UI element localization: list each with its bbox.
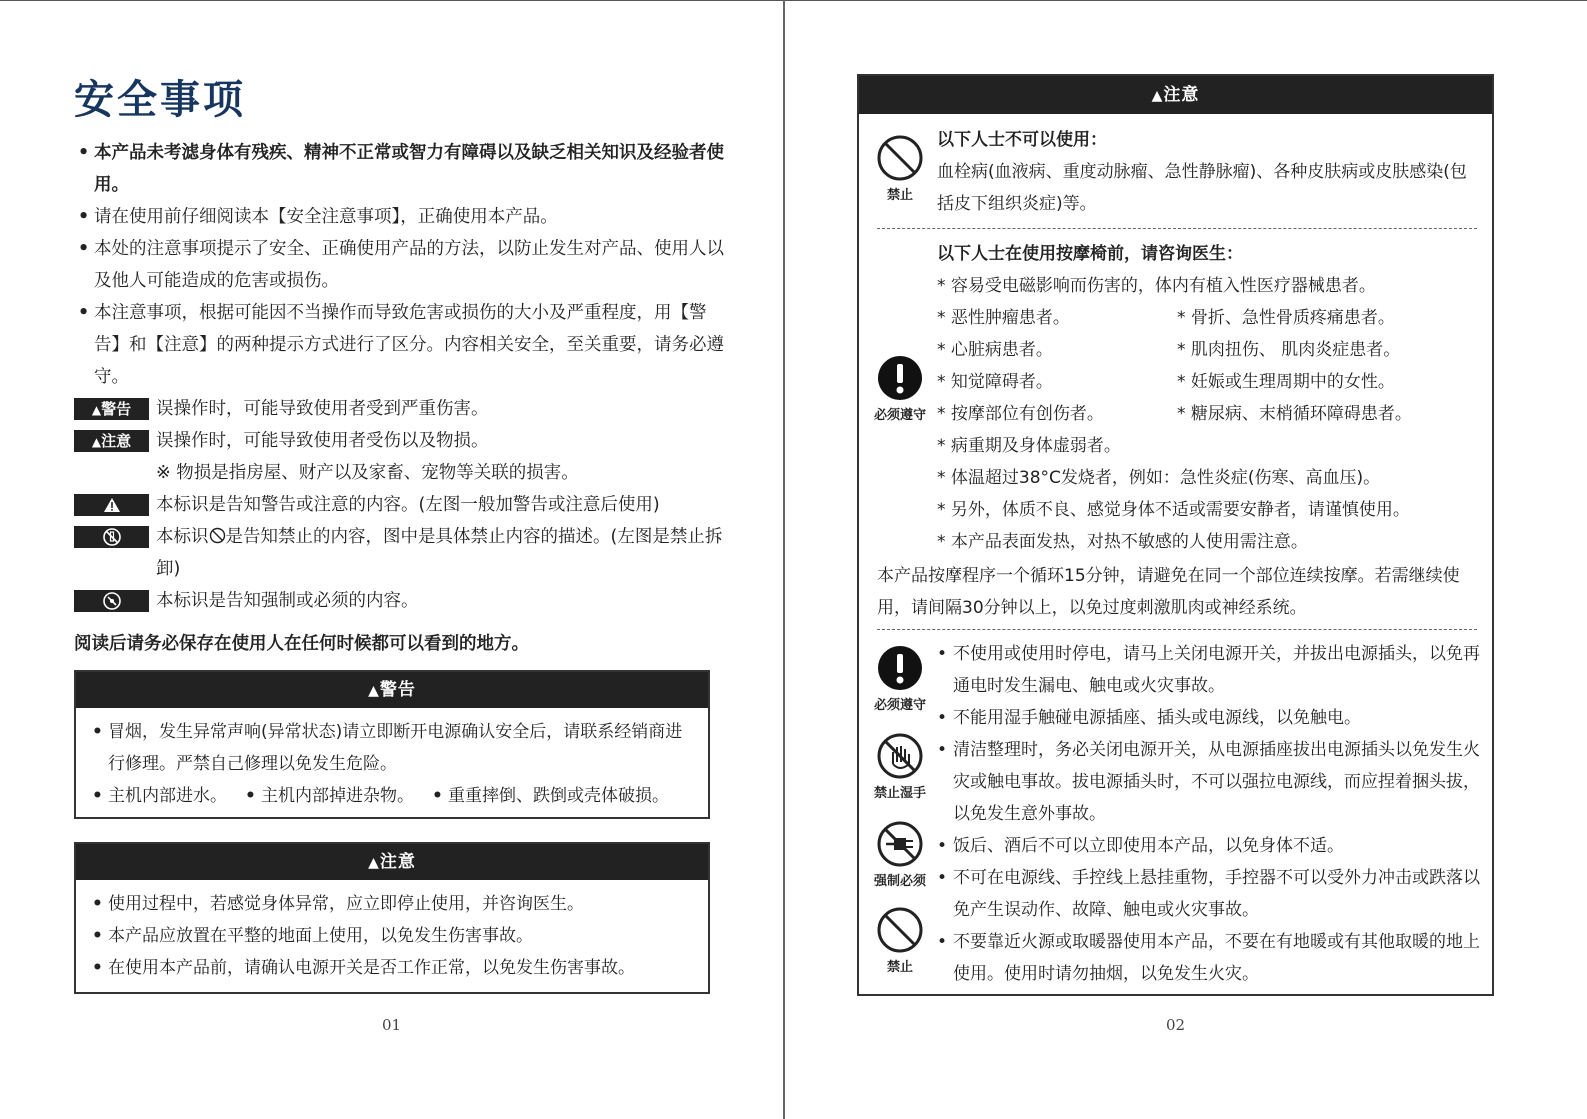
warning-box-header: ▲警告	[76, 672, 708, 708]
intro-bullet: • 本产品未考滤身体有残疾、精神不正常或智力有障碍以及缺乏相关知识及经验者使用。	[74, 137, 724, 201]
mandatory-icon-label: 必须遵守	[873, 408, 926, 423]
section-heading: 以下人士不可以使用：	[937, 130, 1107, 150]
section-not-allowed	[937, 124, 1482, 220]
prohibit-icon	[876, 134, 924, 182]
condition-item: * 知觉障碍者。	[937, 372, 1053, 392]
mandatory-tag	[74, 590, 149, 612]
condition-row	[937, 366, 1482, 398]
left-page	[0, 0, 783, 1119]
no-wet-hands-icon	[876, 732, 924, 780]
rule-item: • 不可在电源线、手控线上悬挂重物，手控器不可以受外力冲击或跌落以免产生误动作、故障、触电或火灾事故。	[937, 862, 1489, 926]
warning-triangle-icon: ▲	[91, 403, 102, 417]
warning-inline-item: • 主机内部掉进杂物。	[241, 780, 414, 812]
exclamation-icon	[876, 644, 924, 692]
icon-label: 禁止湿手	[873, 786, 926, 801]
condition-item: * 妊娠或生理周期中的女性。	[1177, 372, 1395, 392]
warning-box	[74, 670, 710, 819]
prohibit-circle-icon	[209, 527, 226, 544]
section-consult-doctor	[937, 238, 1482, 558]
prohibit-icon-label: 禁止	[886, 188, 913, 203]
no-disassembly-icon	[102, 527, 122, 547]
prohibit-icon-group	[865, 906, 935, 975]
warning-triangle-icon: ▲	[368, 683, 380, 699]
legend-mandatory	[74, 585, 724, 617]
rule-item: • 饭后、酒后不可以立即使用本产品，以免身体不适。	[937, 830, 1489, 862]
legend-prohibit-text-a: 本标识	[156, 527, 209, 547]
mandatory-icon-group	[865, 644, 935, 713]
condition-item: * 另外，体质不良、感觉身体不适或需要安静者，请谨慎使用。	[937, 500, 1410, 520]
condition-item: * 肌肉扭伤、 肌肉炎症患者。	[1177, 340, 1401, 360]
dashed-divider	[877, 228, 1477, 229]
legend-caution	[74, 425, 724, 457]
no-wet-hands-icon-group	[865, 732, 935, 801]
warning-item: • 冒烟，发生异常声响(异常状态)请立即断开电源确认安全后，请联系经销商进行修理。严禁自己修理以免发生危险。	[88, 716, 696, 780]
caution-panel	[857, 74, 1494, 996]
legend-triangle	[74, 489, 724, 521]
section-heading: 以下人士在使用按摩椅前，请咨询医生：	[937, 244, 1243, 264]
rule-item: • 清洁整理时，务必关闭电源开关，从电源插座拔出电源插头以免发生火灾或触电事故。拔电源插头时，不可以强拉电源线，而应捏着捆头拔，以免发生意外事故。	[937, 734, 1489, 830]
legend-prohibit	[74, 521, 724, 585]
condition-item: * 骨折、急性骨质疼痛患者。	[1177, 308, 1395, 328]
legend-warning	[74, 393, 724, 425]
right-page	[785, 0, 1587, 1119]
legend-caution-text: 误操作时，可能导致使用者受伤以及物损。	[156, 431, 489, 451]
mandatory-icon-group	[865, 354, 935, 423]
unplug-icon-group	[865, 820, 935, 889]
warning-inline-items	[88, 780, 696, 812]
condition-item: * 病重期及身体虚弱者。	[937, 436, 1121, 456]
warning-inline-item: • 重重摔倒、跌倒或壳体破损。	[428, 780, 669, 812]
mandatory-circle-icon	[102, 591, 122, 611]
warning-inline-item: • 主机内部进水。	[88, 780, 227, 812]
caution-item: • 本产品应放置在平整的地面上使用，以免发生伤害事故。	[88, 920, 696, 952]
legend-prohibit-text-b: 是告知禁止的内容，图中是具体禁止内容的描述。(左图是禁止拆卸)	[156, 527, 723, 579]
condition-item: * 糖尿病、末梢循环障碍患者。	[1177, 404, 1412, 424]
triangle-tag	[74, 494, 149, 516]
legend-triangle-text: 本标识是告知警告或注意的内容。(左图一般加警告或注意后使用)	[156, 495, 660, 515]
icon-label: 禁止	[886, 960, 913, 975]
caution-item: • 在使用本产品前，请确认电源开关是否工作正常，以免发生伤害事故。	[88, 952, 696, 984]
rule-item: • 不要靠近火源或取暖器使用本产品，不要在有地暖或有其他取暖的地上使用。使用时请勿抽烟，以免发生火灾。	[937, 926, 1489, 990]
prohibit-tag	[74, 526, 149, 548]
condition-item: * 心脏病患者。	[937, 340, 1053, 360]
condition-item: * 本产品表面发热，对热不敏感的人使用需注意。	[937, 532, 1308, 552]
condition-item: * 恶性肿瘤患者。	[937, 308, 1070, 328]
warning-tag: ▲警告	[74, 398, 149, 420]
warning-triangle-icon: ▲	[91, 435, 102, 449]
unplug-icon	[876, 820, 924, 868]
rule-item: • 不使用或使用时停电，请马上关闭电源开关，并拔出电源插头，以免再通电时发生漏电、触电或火灾事故。	[937, 638, 1489, 702]
legend-warning-text: 误操作时，可能导致使用者受到严重伤害。	[156, 399, 489, 419]
condition-item: * 按摩部位有创伤者。	[937, 404, 1104, 424]
warning-triangle-icon: ▲	[1151, 88, 1164, 104]
intro-bullet: • 本处的注意事项提示了安全、正确使用产品的方法，以防止发生对产品、使用人以及他人可能造成的危害或损伤。	[74, 233, 724, 297]
icon-label: 强制必须	[873, 874, 926, 889]
warning-triangle-icon	[103, 497, 121, 513]
condition-row	[937, 302, 1482, 334]
icon-label: 必须遵守	[873, 698, 926, 713]
dashed-divider	[877, 629, 1477, 630]
prohibit-icon	[876, 906, 924, 954]
page-number: 01	[382, 1016, 402, 1034]
intro-section	[74, 137, 724, 617]
prohibit-icon-group	[865, 134, 935, 203]
rule-item: • 不能用湿手触碰电源插座、插头或电源线，以免触电。	[937, 702, 1489, 734]
section-usage-rules	[937, 638, 1489, 990]
warning-triangle-icon: ▲	[368, 855, 380, 871]
caution-box	[74, 842, 710, 994]
condition-item: * 容易受电磁影响而伤害的，体内有植入性医疗器械患者。	[937, 276, 1376, 296]
program-note: 本产品按摩程序一个循环15分钟，请避免在同一个部位连续按摩。若需继续使用，请间隔30分钟以上，以免过度刺激肌肉或神经系统。	[877, 566, 1460, 618]
exclamation-icon	[876, 354, 924, 402]
caution-box-header: ▲注意	[76, 844, 708, 880]
keep-notice: 阅读后请务必保存在使用人在任何时候都可以看到的地方。	[74, 634, 529, 654]
legend-note: ※ 物损是指房屋、财产以及家畜、宠物等关联的损害。	[156, 463, 579, 483]
condition-item: * 体温超过38°C发烧者，例如：急性炎症(伤寒、高血压)。	[937, 468, 1381, 488]
intro-bullet: • 本注意事项，根据可能因不当操作而导致危害或损伤的大小及严重程度，用【警告】和【注意】的两种提示方式进行了区分。内容相关安全，至关重要，请务必遵守。	[74, 297, 724, 393]
caution-tag: ▲注意	[74, 430, 149, 452]
caution-panel-header: ▲注意	[859, 76, 1492, 114]
legend-mandatory-text: 本标识是告知强制或必须的内容。	[156, 591, 419, 611]
page-number: 02	[1166, 1016, 1186, 1034]
page-title: 安全事项	[74, 77, 246, 123]
caution-item: • 使用过程中，若感觉身体异常，应立即停止使用，并咨询医生。	[88, 888, 696, 920]
condition-row	[937, 334, 1482, 366]
intro-bullet: • 请在使用前仔细阅读本【安全注意事项】，正确使用本产品。	[74, 201, 724, 233]
condition-row	[937, 398, 1482, 430]
section-text: 血栓病(血液病、重度动脉瘤、急性静脉瘤)、各种皮肤病或皮肤感染(包括皮下组织炎症)等。	[937, 162, 1467, 214]
